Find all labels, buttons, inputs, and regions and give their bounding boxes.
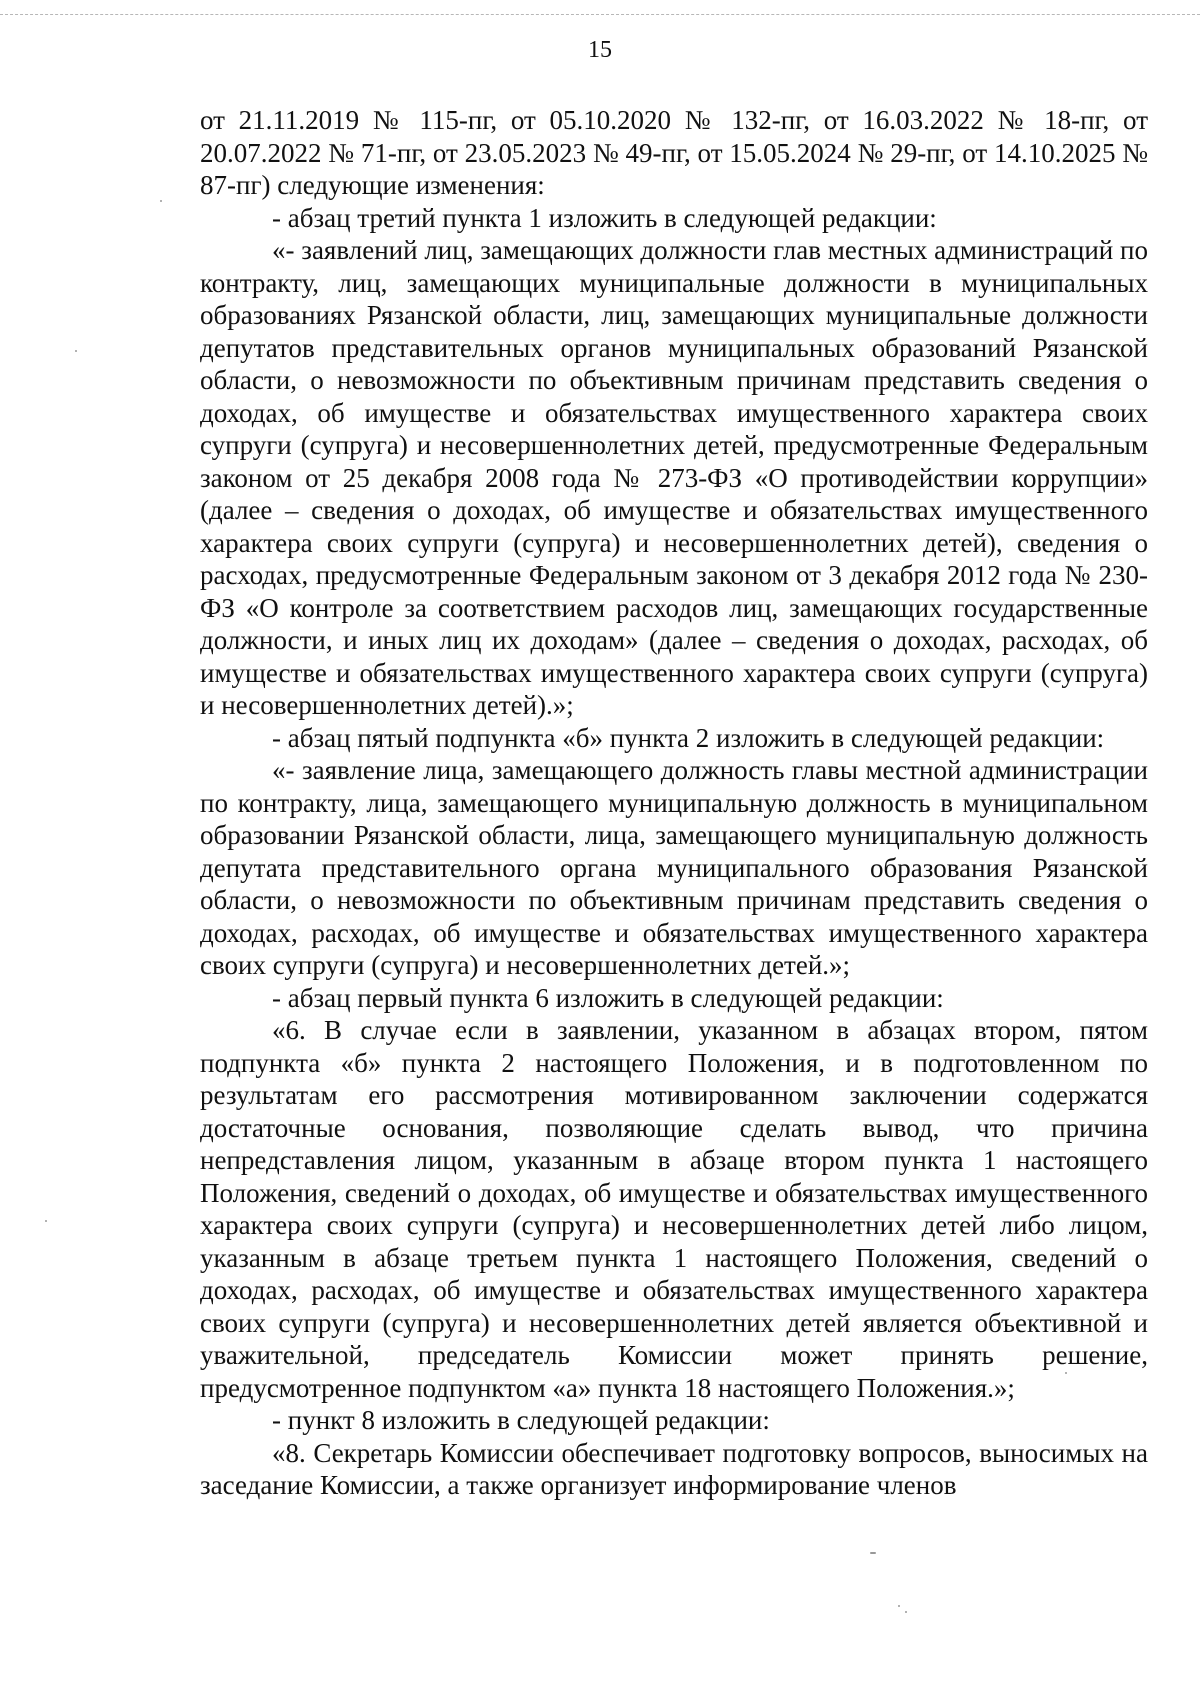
scan-top-edge [0, 14, 1200, 15]
scan-speck [905, 1611, 907, 1613]
scan-speck [160, 200, 162, 202]
scan-speck [75, 350, 77, 352]
paragraph-quoted-text-4: «8. Секретарь Комиссии обеспечивает подготовку вопросов, выносимых на заседание Комиссии, а также организует информирование членов [200, 1437, 1148, 1500]
paragraph-amendment-intro-3: - абзац первый пункта 6 изложить в следующей редакции: [272, 982, 944, 1013]
paragraph-quoted-text-3: «6. В случае если в заявлении, указанном в абзацах втором, пятом подпункта «б» пункта 2 настоящего Положения, и в подготовленном по результатам его рассмотрения мотивированном заключении содержатся достаточные основания, позволяющие сделать вывод, что причина непредставления лицом, указанным в абзаце втором пункта 1 настоящего Положения, сведений о доходах, об имуществе и обязательствах имущественного характера своих супруги (супруга) и несовершеннолетних детей либо лицом, указанным в абзаце третьем пункта 1 настоящего Положения, сведений о доходах, расходах, об имуществе и обязательствах имущественного характера своих супруги (супруга) и несовершеннолетних детей является объективной и уважительной, председатель Комиссии может принять решение, предусмотренное подпунктом «а» пункта 18 настоящего Положения.»; [200, 1015, 1148, 1403]
page-number: 15 [588, 37, 612, 63]
scan-speck [870, 1552, 876, 1554]
document-body [200, 104, 1148, 1502]
paragraph-amendment-intro-4: - пункт 8 изложить в следующей редакции: [272, 1405, 770, 1435]
scan-speck [1065, 1372, 1067, 1374]
paragraph-amendment-intro-2: - абзац пятый подпункта «б» пункта 2 изложить в следующей редакции: [272, 722, 1105, 753]
paragraph-continuation: от 21.11.2019 № 115-пг, от 05.10.2020 № 132-пг, от 16.03.2022 № 18-пг, от 20.07.2022 № 71-пг, от 23.05.2023 № 49-пг, от 15.05.2024 № 29-пг, от 14.10.2025 № 87-пг) следующие изменения: [200, 105, 1148, 200]
paragraph-amendment-intro-1: - абзац третий пункта 1 изложить в следующей редакции: [272, 202, 937, 233]
scan-speck [45, 1220, 47, 1222]
paragraph-quoted-text-1: «- заявлений лиц, замещающих должности глав местных администраций по контракту, лиц, замещающих муниципальные должности в муниципальных образованиях Рязанской области, лиц, замещающих муниципальные должности депутатов представительных органов муниципальных образований Рязанской области, о невозможности по объективным причинам представить сведения о доходах, об имуществе и обязательствах имущественного характера своих супруги (супруга) и несовершеннолетних детей, предусмотренные Федеральным законом от 25 декабря 2008 года № 273-ФЗ «О противодействии коррупции» (далее – сведения о доходах, об имуществе и обязательствах имущественного характера своих супруги (супруга) и несовершеннолетних детей), сведения о расходах, предусмотренные Федеральным законом от 3 декабря 2012 года № 230-ФЗ «О контроле за соответствием расходов лиц, замещающих государственные должности, и иных лиц их доходам» (далее – сведения о доходах, расходах, об имуществе и обязательствах имущественного характера своих супруги (супруга) и несовершеннолетних детей).»; [200, 235, 1148, 720]
paragraph-quoted-text-2: «- заявление лица, замещающего должность главы местной администрации по контракту, лица, замещающего муниципальную должность в муниципальном образовании Рязанской области, лица, замещающего муниципальную должность депутата представительного органа муниципального образования Рязанской области, о невозможности по объективным причинам представить сведения о доходах, расходах, об имуществе и обязательствах имущественного характера своих супруги (супруга) и несовершеннолетних детей.»; [200, 755, 1148, 980]
scan-speck [898, 1605, 900, 1607]
